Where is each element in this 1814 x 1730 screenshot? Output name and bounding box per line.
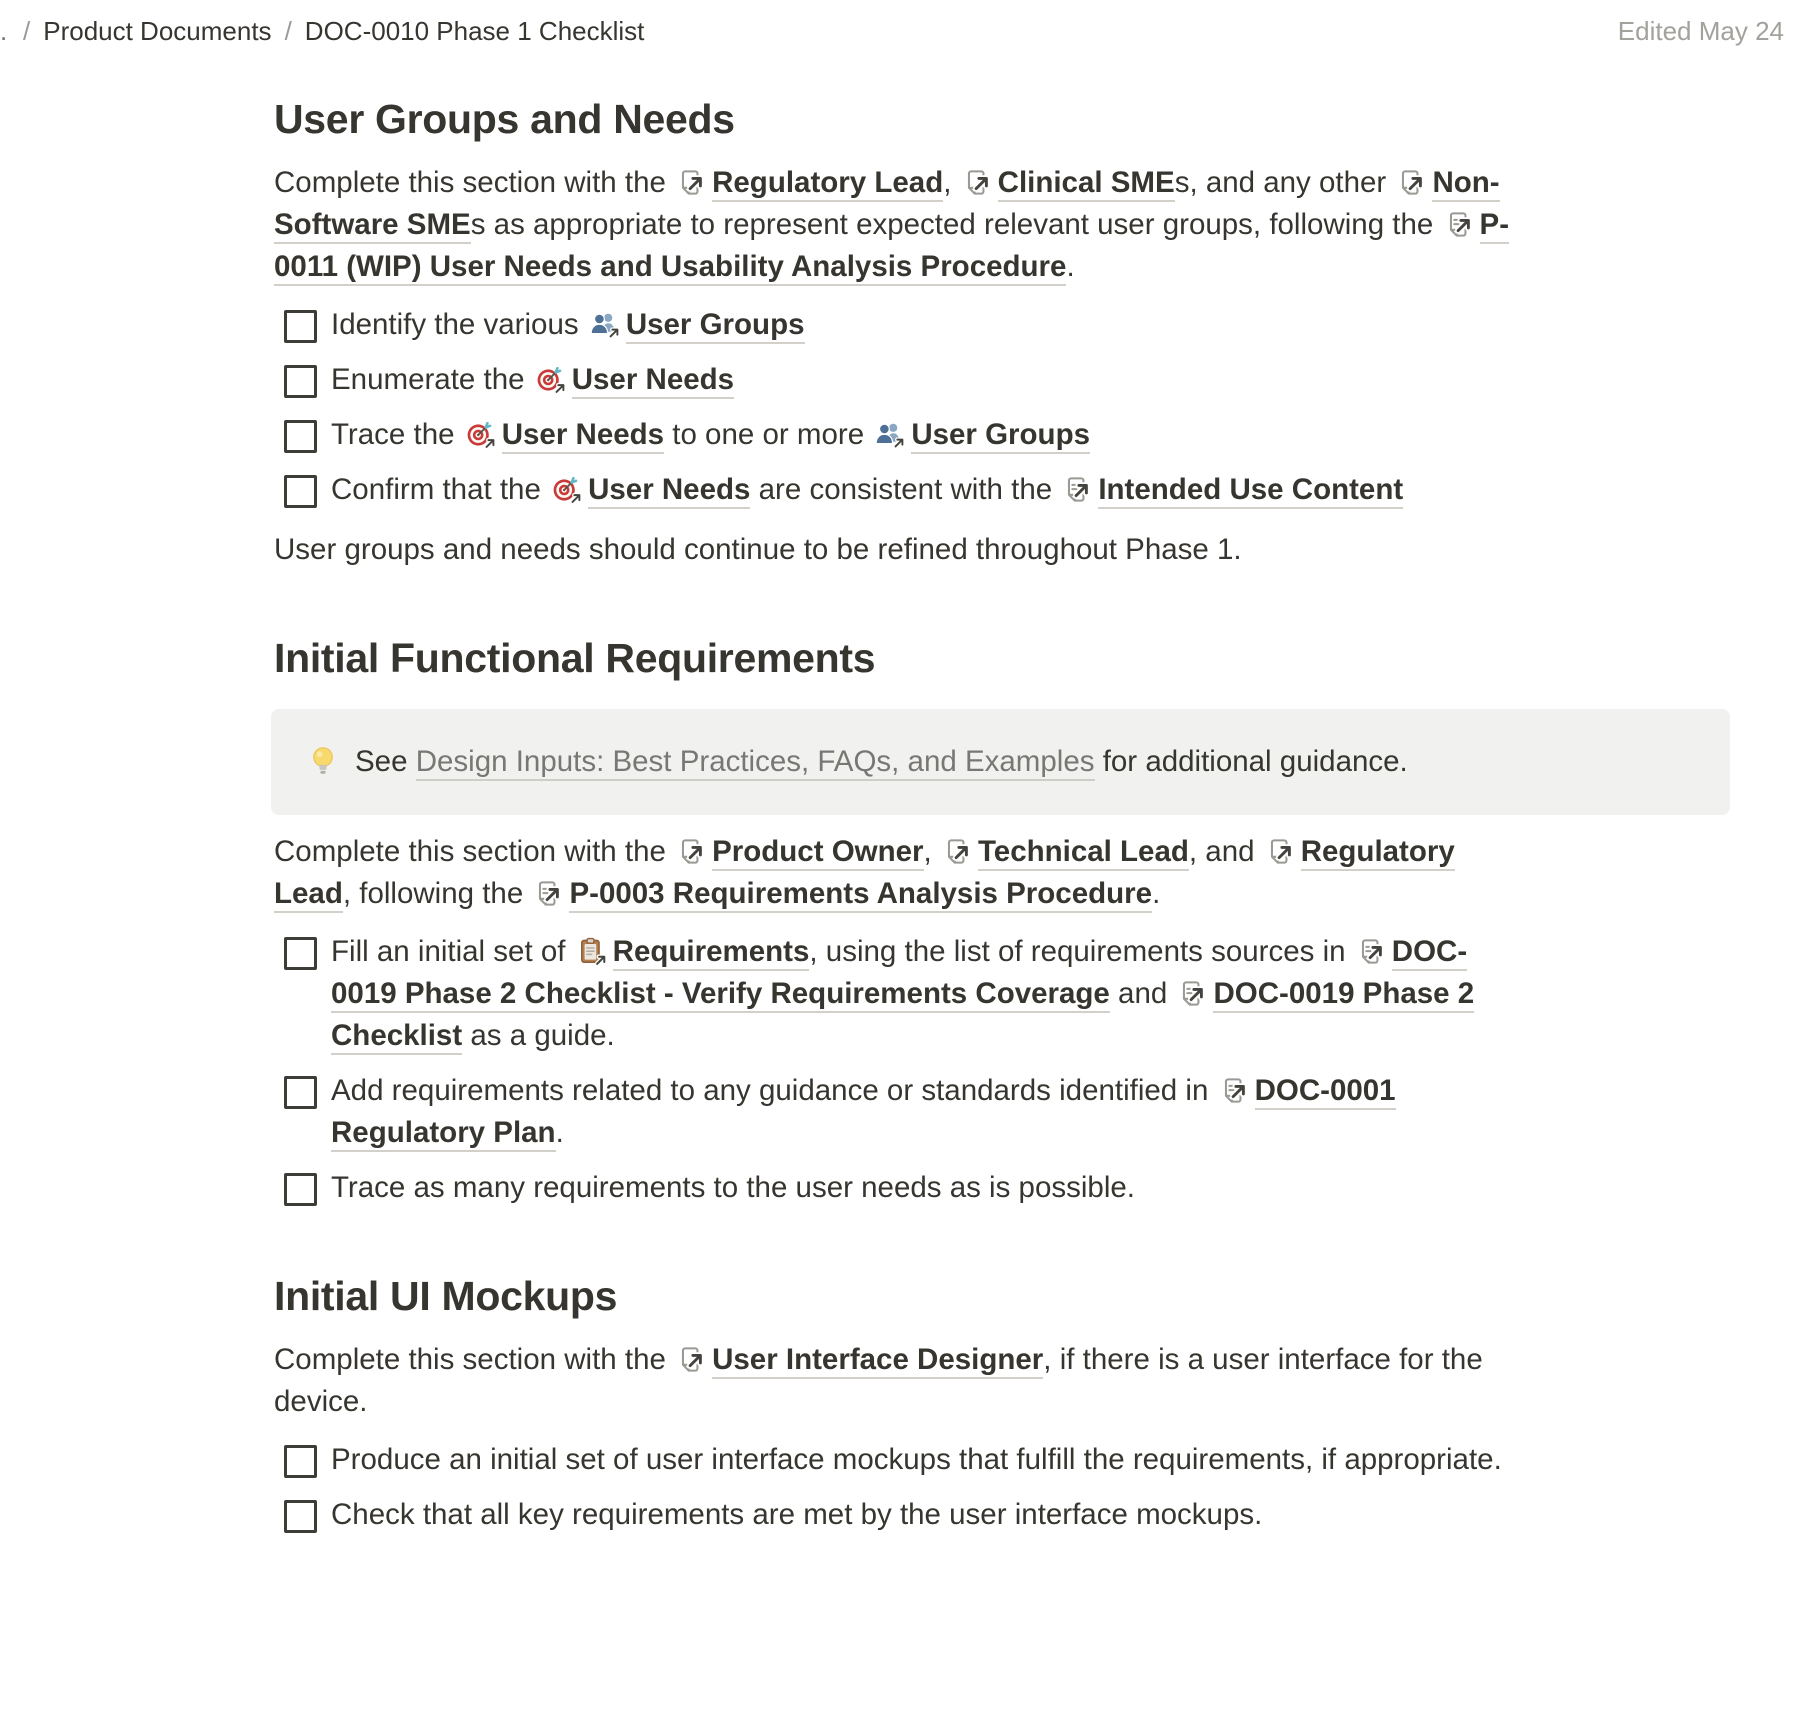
todo-checkbox[interactable] — [284, 1076, 317, 1109]
mention-product-owner[interactable]: Product Owner — [674, 835, 923, 868]
clipboard-icon — [576, 936, 606, 966]
text-run: , using the list of requirements sources in — [809, 935, 1354, 968]
text-run: . — [555, 1116, 564, 1149]
text-run: as a guide. — [462, 1019, 615, 1052]
edited-timestamp: Edited May 24 — [1617, 15, 1784, 46]
callout-link-design-inputs[interactable]: Design Inputs: Best Practices, FAQs, and Examples — [416, 745, 1095, 781]
mention-user-needs[interactable]: User Needs — [533, 363, 734, 396]
todo-item — [271, 1494, 1532, 1536]
mention-p0003-procedure[interactable]: P-0003 Requirements Analysis Procedure — [531, 877, 1152, 910]
todo-text — [331, 1439, 1532, 1481]
intro-paragraph-user-groups — [274, 162, 1516, 288]
mention-doc0019-phase2-checklist[interactable]: DOC-0019 Phase 2 Checklist — [331, 977, 1474, 1052]
target-icon — [535, 364, 565, 394]
todo-item — [271, 359, 1532, 401]
todo-checkbox[interactable] — [284, 310, 317, 343]
todo-text — [331, 359, 1532, 401]
page-with-arrow-icon — [676, 1345, 705, 1374]
text-run: See — [355, 745, 416, 778]
text-run: Trace the — [331, 418, 463, 451]
text-run: Trace as many requirements to the user needs as is possible. — [331, 1171, 1135, 1204]
text-run: s as appropriate to represent expected relevant user groups, following the — [470, 208, 1442, 241]
todo-item — [271, 414, 1532, 456]
document-with-arrow-icon — [1177, 979, 1206, 1008]
document-with-arrow-icon — [1356, 937, 1385, 966]
page-with-arrow-icon — [1265, 837, 1294, 866]
mention-user-needs[interactable]: User Needs — [549, 473, 750, 506]
todo-checkbox[interactable] — [284, 420, 317, 453]
mention-doc0019-verify-coverage[interactable]: DOC-0019 Phase 2 Checklist - Verify Requirements Coverage — [331, 935, 1467, 1010]
todo-text — [331, 304, 1532, 346]
text-run: Add requirements related to any guidance or standards identified in — [331, 1074, 1217, 1107]
todo-checkbox[interactable] — [284, 937, 317, 970]
target-icon — [551, 474, 581, 504]
text-run: Enumerate the — [331, 363, 533, 396]
mention-doc0001-regulatory-plan[interactable]: DOC-0001 Regulatory Plan — [331, 1074, 1396, 1149]
todo-text — [331, 1167, 1532, 1209]
page-with-arrow-icon — [676, 168, 705, 197]
intro-paragraph-functional — [274, 831, 1516, 915]
todo-item — [271, 1070, 1532, 1154]
breadcrumb-separator: / — [284, 15, 292, 46]
intro-paragraph-ui-mockups — [274, 1339, 1516, 1423]
breadcrumb-current-page[interactable]: DOC-0010 Phase 1 Checklist — [304, 15, 645, 46]
mention-p0011-procedure[interactable]: P-0011 (WIP) User Needs and Usability Analysis Procedure — [274, 208, 1509, 283]
heading-initial-ui-mockups: Initial UI Mockups — [274, 1273, 618, 1319]
todo-text — [331, 414, 1532, 456]
page-with-arrow-icon — [942, 837, 971, 866]
mention-regulatory-lead[interactable]: Regulatory Lead — [674, 166, 943, 199]
breadcrumb-separator: / — [23, 15, 31, 46]
mention-technical-lead[interactable]: Technical Lead — [940, 835, 1189, 868]
mention-requirements[interactable]: Requirements — [574, 935, 810, 968]
top-bar — [0, 0, 1814, 62]
todo-checkbox[interactable] — [284, 1173, 317, 1206]
text-run: , — [923, 835, 940, 868]
todo-checkbox[interactable] — [284, 1500, 317, 1533]
text-run: , if there is a user interface for the device. — [274, 1343, 1483, 1418]
todo-text — [331, 1070, 1532, 1154]
document-with-arrow-icon — [533, 879, 562, 908]
mention-clinical-sme[interactable]: Clinical SME — [960, 166, 1175, 199]
lightbulb-icon — [307, 745, 339, 777]
text-run: to one or more — [664, 418, 873, 451]
users-icon — [589, 309, 619, 339]
page-with-arrow-icon — [1396, 168, 1425, 197]
todo-text — [331, 469, 1532, 511]
mention-regulatory-lead[interactable]: Regulatory Lead — [274, 835, 1455, 910]
text-run: and — [1109, 977, 1176, 1010]
document-with-arrow-icon — [1062, 475, 1091, 504]
text-run: Confirm that the — [331, 473, 550, 506]
breadcrumb-product-documents[interactable]: Product Documents — [43, 15, 272, 46]
page-with-arrow-icon — [676, 837, 705, 866]
mention-user-groups[interactable]: User Groups — [872, 418, 1090, 451]
document-body — [0, 62, 1730, 1536]
text-run: . — [1152, 877, 1161, 910]
text-run: Complete this section with the — [274, 166, 675, 199]
text-run: Identify the various — [331, 308, 587, 341]
text-run: . — [1066, 250, 1075, 283]
callout — [271, 709, 1730, 815]
todo-text — [331, 931, 1532, 1057]
text-run: Fill an initial set of — [331, 935, 574, 968]
text-run: Complete this section with the — [274, 1343, 675, 1376]
todo-item — [271, 469, 1532, 511]
page-with-arrow-icon — [962, 168, 991, 197]
todo-item — [271, 304, 1532, 346]
outro-paragraph-user-groups: User groups and needs should continue to be refined throughout Phase 1. — [274, 533, 1242, 566]
todo-item — [271, 1167, 1532, 1209]
text-run: Complete this section with the — [274, 835, 675, 868]
heading-initial-functional-requirements: Initial Functional Requirements — [274, 635, 876, 681]
mention-intended-use-content[interactable]: Intended Use Content — [1060, 473, 1403, 506]
document-with-arrow-icon — [1219, 1076, 1248, 1105]
mention-user-groups[interactable]: User Groups — [587, 308, 805, 341]
text-run: for additional guidance. — [1094, 745, 1408, 778]
todo-item — [271, 1439, 1532, 1481]
callout-text — [355, 741, 1408, 783]
todo-checkbox[interactable] — [284, 1445, 317, 1478]
todo-checkbox[interactable] — [284, 365, 317, 398]
text-run: s, and any other — [1174, 166, 1395, 199]
breadcrumb-truncated-item[interactable]: . — [0, 15, 8, 46]
text-run: , following the — [342, 877, 532, 910]
mention-user-interface-designer[interactable]: User Interface Designer — [674, 1343, 1043, 1376]
users-icon — [874, 419, 904, 449]
mention-non-software-sme[interactable]: Non-Software SME — [274, 166, 1500, 241]
text-run: , and — [1188, 835, 1263, 868]
mention-user-needs[interactable]: User Needs — [463, 418, 664, 451]
text-run: Produce an initial set of user interface mockups that fulfill the requirements, if appropriate. — [331, 1443, 1502, 1476]
todo-checkbox[interactable] — [284, 475, 317, 508]
document-with-arrow-icon — [1444, 210, 1473, 239]
text-run: , — [943, 166, 960, 199]
target-icon — [465, 419, 495, 449]
todo-item — [271, 931, 1532, 1057]
text-run: are consistent with the — [750, 473, 1061, 506]
todo-text — [331, 1494, 1532, 1536]
heading-user-groups-and-needs: User Groups and Needs — [274, 96, 735, 142]
text-run: Check that all key requirements are met by the user interface mockups. — [331, 1498, 1263, 1531]
